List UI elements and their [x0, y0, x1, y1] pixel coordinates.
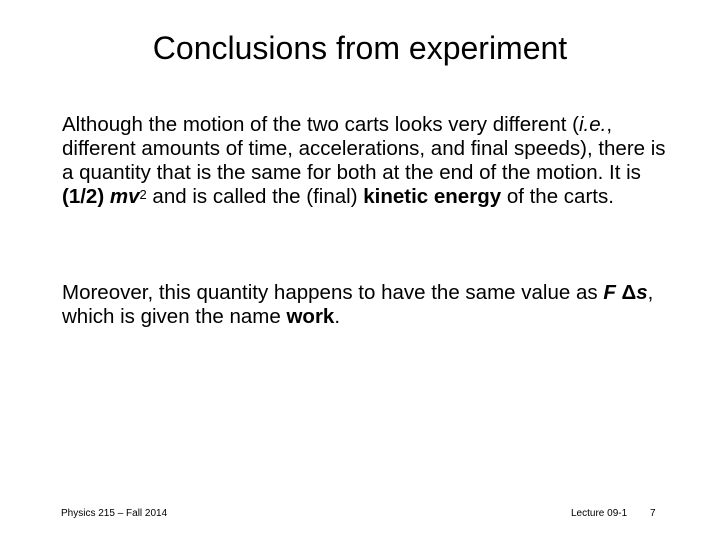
displacement-symbol: s [636, 281, 648, 304]
squared-exponent: 2 [139, 187, 147, 202]
para1-text-1: Although the motion of the two carts looks very different ( [62, 113, 579, 136]
footer-course: Physics 215 – Fall 2014 [61, 508, 168, 519]
footer-page-number: 7 [650, 508, 656, 519]
work-term: work [286, 305, 335, 328]
delta-symbol: Δ [621, 281, 637, 304]
mv-symbol: mv [109, 185, 140, 208]
para2-text-2: , which is given the name [62, 281, 654, 328]
force-symbol: F [603, 281, 622, 304]
para2-text-3: . [334, 305, 341, 328]
work-paragraph [62, 281, 672, 329]
kinetic-energy-term: kinetic energy [363, 185, 502, 208]
half-coefficient: (1/2) [62, 185, 110, 208]
para2-text-1: Moreover, this quantity happens to have the same value as [62, 281, 604, 304]
footer-lecture: Lecture 09-1 [571, 508, 628, 519]
para1-text-2: , different amounts of time, accelerations, and final speeds), there is a quantity that is the same for both at the end of the motion. It is [62, 113, 666, 184]
ie-abbreviation: i.e. [578, 113, 607, 136]
kinetic-energy-paragraph [62, 113, 672, 209]
para1-text-3: and is called the (final) [146, 185, 364, 208]
para1-text-4: of the carts. [501, 185, 614, 208]
slide-title: Conclusions from experiment [152, 30, 568, 66]
